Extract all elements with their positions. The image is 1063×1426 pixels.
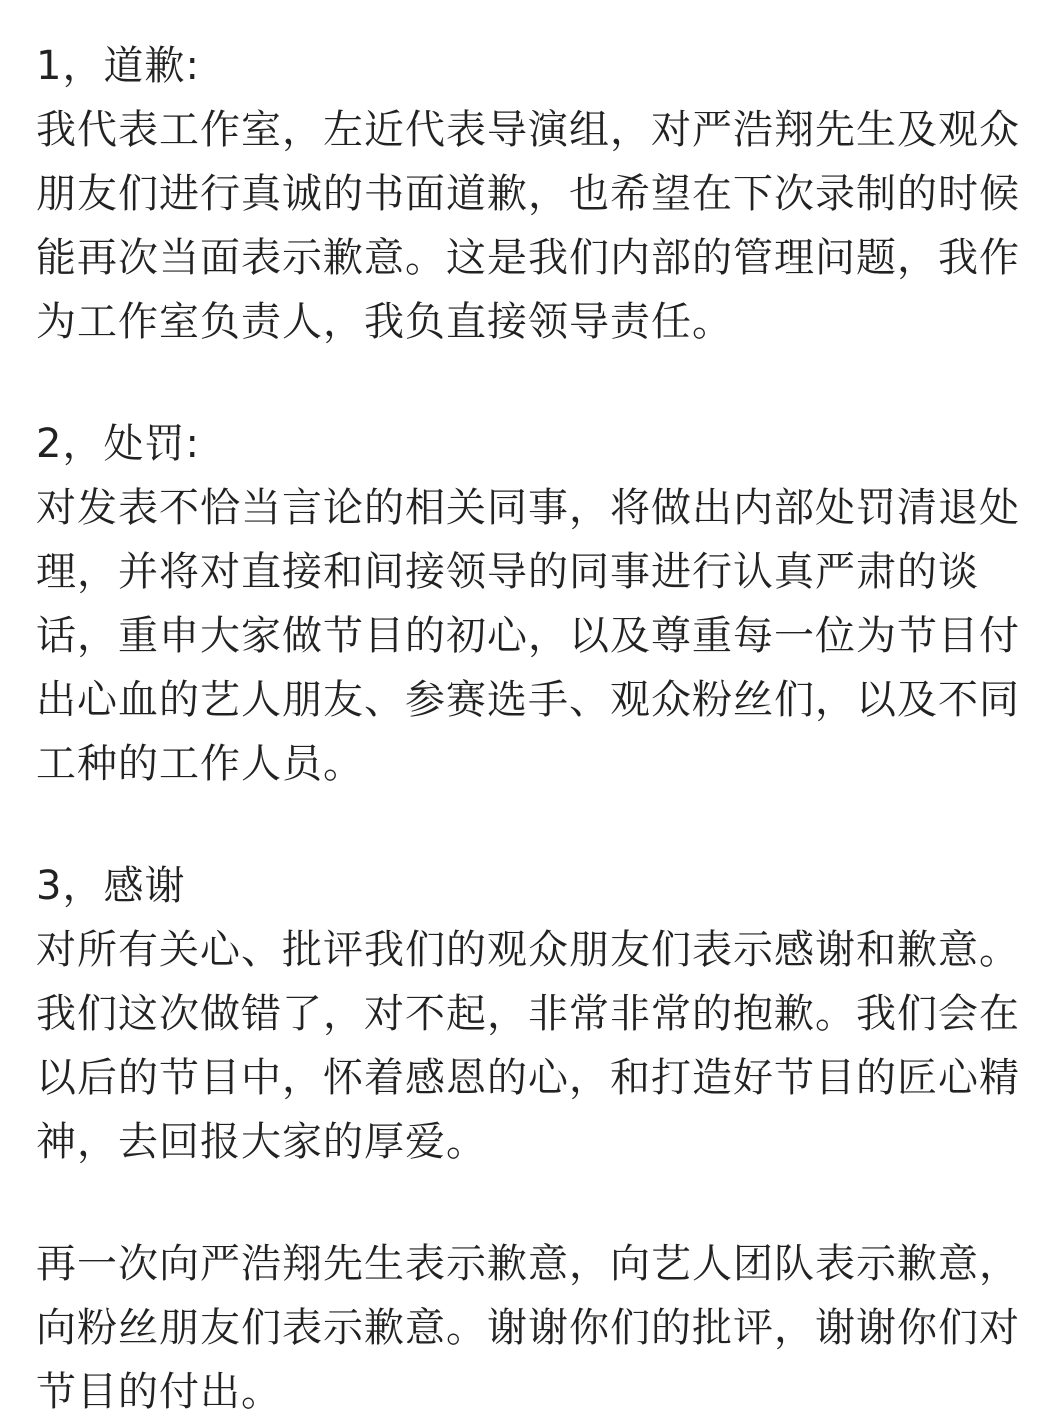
section1-line-2: 朋友们进行真诚的书面道歉，也希望在下次录制的时候 [36,171,1020,217]
section2-heading: 2，处罚: [36,421,200,467]
section1-line-3: 能再次当面表示歉意。这是我们内部的管理问题，我作 [36,235,1020,281]
section2-line-3: 话，重申大家做节目的初心，以及尊重每一位为节目付 [36,613,1020,659]
closing-line-2: 向粉丝朋友们表示歉意。谢谢你们的批评，谢谢你们对 [36,1305,1020,1351]
section3-line-3: 以后的节目中，怀着感恩的心，和打造好节目的匠心精 [36,1055,1020,1101]
section2-line-2: 理，并将对直接和间接领导的同事进行认真严肃的谈 [36,549,979,595]
section2-line-1: 对发表不恰当言论的相关同事，将做出内部处罚清退处 [36,485,1020,531]
section2-line-4: 出心血的艺人朋友、参赛选手、观众粉丝们，以及不同 [36,677,1020,723]
section3-line-4: 神，去回报大家的厚爱。 [36,1119,487,1165]
section1-heading: 1，道歉: [36,43,200,89]
section3-line-2: 我们这次做错了，对不起，非常非常的抱歉。我们会在 [36,991,1020,1037]
section3-heading: 3，感谢 [36,863,186,909]
section2-line-5: 工种的工作人员。 [36,741,364,787]
section3-line-1: 对所有关心、批评我们的观众朋友们表示感谢和歉意。 [36,927,1020,973]
closing-line-3: 节目的付出。 [36,1369,282,1415]
section1-line-4: 为工作室负责人，我负直接领导责任。 [36,299,733,345]
closing-line-1: 再一次向严浩翔先生表示歉意，向艺人团队表示歉意， [36,1241,1020,1287]
section1-line-1: 我代表工作室，左近代表导演组，对严浩翔先生及观众 [36,107,1020,153]
